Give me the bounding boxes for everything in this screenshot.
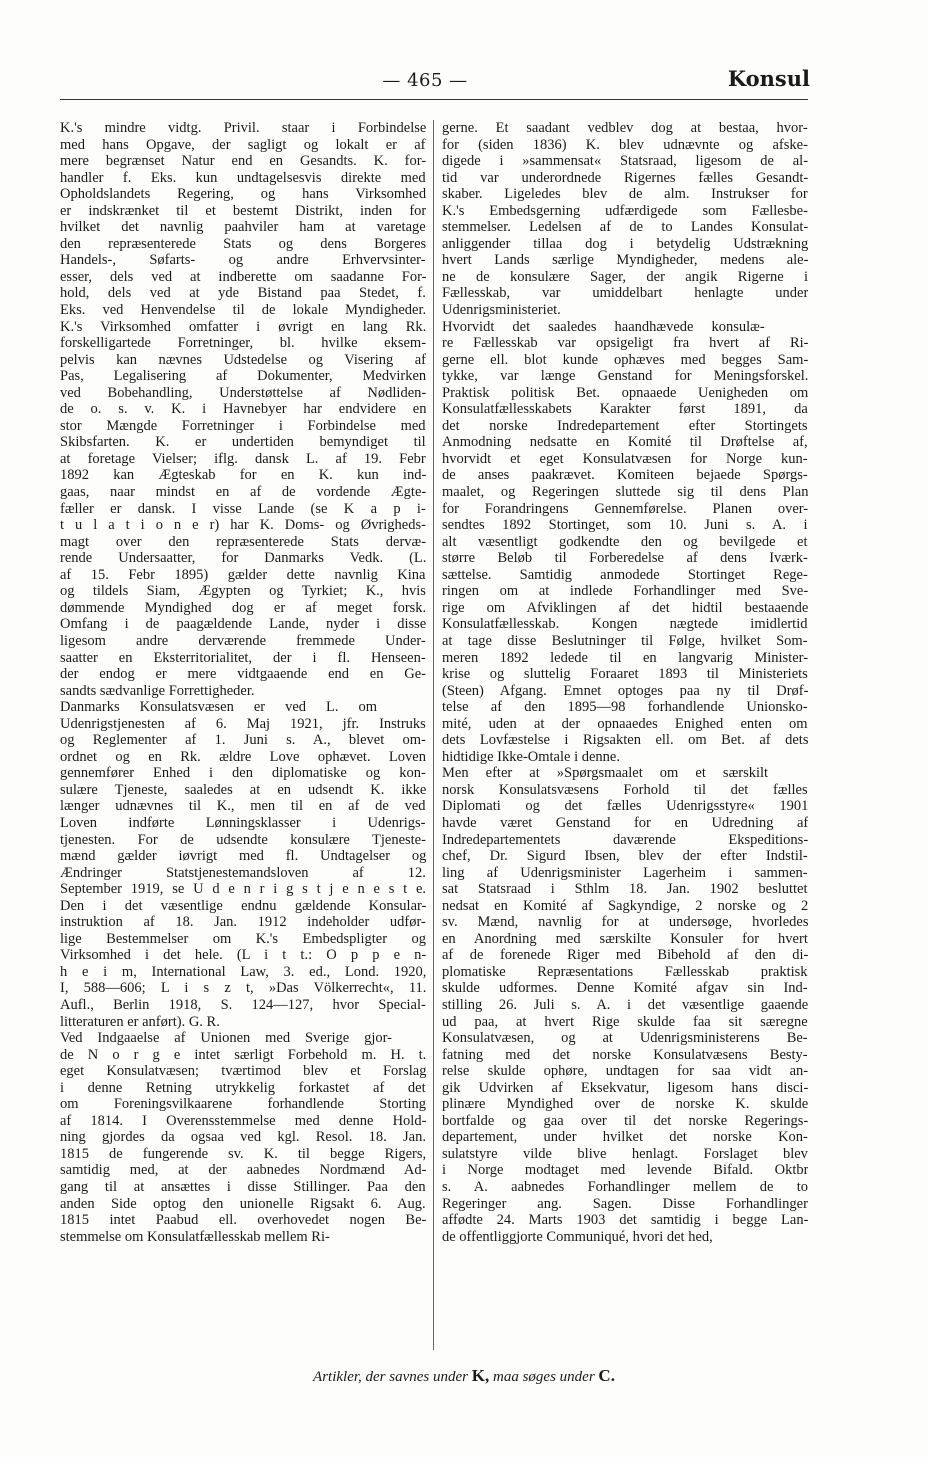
text-line: i denne Retning utrykkelig forkastet af det (60, 1079, 426, 1096)
text-line: krise og sluttelig Foraaret 1893 til Ministeriets (442, 666, 808, 683)
text-line: Fællesskab, var umiddelbart henlagte under (442, 285, 808, 302)
text-line: sv. Mænd, navnlig for at undersøge, hvorledes (442, 914, 808, 931)
text-line: de o. s. v. K. i Havnebyer har endvidere en (60, 401, 426, 418)
text-line: skaber. Ligeledes blev de alm. Instrukser for (442, 186, 808, 203)
text-line: ligesom andre derværende fremmede Under- (60, 632, 426, 649)
text-line: sandts sædvanlige Forrettigheder. (60, 682, 255, 699)
footer-letter-k: K, (471, 1366, 490, 1385)
text-line: Anmodning nedsatte en Komité til Drøftelse af, (442, 434, 808, 451)
text-line: litteraturen er anført). G. R. (60, 1013, 220, 1030)
text-line: for Forandringens Gennemførelse. Planen over- (442, 500, 808, 517)
text-line: Skibsfarten. K. er undertiden bemyndiget til (60, 434, 426, 451)
text-line: de offentliggjorte Communiqué, hvori det hed, (442, 1228, 713, 1245)
text-line: 1815 intet Paabud ell. overhovedet nogen Be- (60, 1212, 426, 1229)
text-line: instruktion af 18. Jan. 1912 indeholder udfør- (60, 914, 426, 931)
text-line: dømmende Myndighed dog er af meget forsk. (60, 599, 426, 616)
text-line: K.'s Virksomhed omfatter i øvrigt en lang Rk. (60, 318, 426, 335)
text-line: Konsulatfællesskab. Kongen nægtede imidlertid (442, 616, 808, 633)
text-line: hvilket det navnlig paahviler ham at varetage (60, 219, 426, 236)
text-line: fæller er dansk. I visse Lande (se K a p i- (60, 500, 426, 517)
text-line: en Anordning med særskilte Konsuler for hvert (442, 930, 808, 947)
text-line: at tage disse Beslutninger til Følge, hvilket Som- (442, 632, 808, 649)
text-line: gang til at ansættes i disse Stillinger. Paa den (60, 1179, 426, 1195)
text-line: stemmelse om Konsulatfællesskab mellem Ri- (60, 1228, 330, 1245)
text-line: tjenesten. For de udsendte konsulære Tjeneste- (60, 831, 426, 848)
text-line: hvert Lands særlige Myndigheder, medens ale- (442, 252, 808, 269)
text-line: gerne ell. blot kunde ophæves med begges Sam- (442, 351, 808, 368)
text-line: at foretage Vielser; iflg. dansk L. af 19. Febr (60, 450, 426, 467)
text-line: hidtidige Ikke-Omtale i denne. (442, 748, 620, 765)
text-line: Virksomhed i det hele. (L i t t.: O p p e n- (60, 947, 426, 964)
text-line: Hvorvidt det saaledes haandhævede konsulæ- (442, 318, 765, 335)
text-line: h e i m, International Law, 3. ed., Lond. 1920, (60, 963, 426, 980)
text-line: Ændringer Statstjenestemandsloven af 12. (60, 864, 426, 881)
text-line: og Reglementer af 1. Juni s. A., blevet om- (60, 732, 426, 749)
text-line: Indredepartementets daværende Ekspeditions- (442, 831, 808, 848)
text-line: hold, dels ved at yde Bistand paa Stedet, f. (60, 285, 426, 302)
text-line: dets Lovfæstelse i Rigsakten ell. om Bet. af dets (442, 732, 808, 749)
text-line: forskelligartede Forretninger, bl. hvilke eksem- (60, 335, 426, 352)
text-line: re Fællesskab var opsigeligt fra hvert af Ri- (442, 335, 808, 352)
text-line: (Steen) Afgang. Emnet optoges paa ny til Drøf- (442, 682, 808, 699)
text-line: I, 588—606; L i s z t, »Das Völkerrecht«, 11. (60, 980, 426, 997)
text-line: større Beløb til Forberedelse af dens Iværk- (442, 550, 808, 567)
text-line: samtidig med, at der aabnedes Nordmænd Ad- (60, 1162, 426, 1179)
text-line: K.'s mindre vidtg. Privil. staar i Forbindelse (60, 120, 426, 136)
text-line: havde været Genstand for en Udredning af (442, 814, 808, 831)
text-line: Konsulatvæsen, og at Udenrigsministerens Be- (442, 1030, 808, 1047)
text-line: skulde udformes. Denne Komité afgav sin Ind- (442, 980, 808, 997)
text-line: mité, uden at der opnaaedes Enighed enten om (442, 715, 808, 732)
text-line: Pas, Legalisering af Dokumenter, Medvirken (60, 368, 426, 385)
text-line: mænd gælder iøvrigt med fl. Undtagelser og (60, 848, 426, 865)
text-line: rige om Afviklingen af det hidtil bestaaende (442, 599, 808, 616)
text-line: sulatstyre vilde blive henlagt. Forslaget blev (442, 1145, 808, 1162)
text-line: 1892 kan Ægteskab for en K. kun ind- (60, 467, 426, 484)
text-line: stemmelser. Ledelsen af de to Landes Konsulat- (442, 219, 808, 236)
text-line: gennemfører Enhed i den diplomatiske og kon- (60, 765, 426, 782)
text-line: alt væsentligt godkendte den og bevilgede et (442, 533, 808, 550)
text-line: de N o r g e intet særligt Forbehold m. H. t. (60, 1046, 426, 1063)
text-line: Regeringer ang. Sagen. Disse Forhandlinger (442, 1195, 808, 1212)
text-line: bortfalde og gaa over til det norske Regerings- (442, 1112, 808, 1129)
text-line: ud paa, at hvert Rige skulde faa sit særegne (442, 1013, 808, 1030)
text-line: digede i »sammensat« Statsraad, ligesom de al- (442, 153, 808, 170)
text-line: plomatiske Repræsentations Fællesskab praktisk (442, 963, 808, 980)
text-line: anliggender tillaa dog i betydelig Udstrækning (442, 235, 808, 252)
text-line: gerne. Et saadant vedblev dog at bestaa, hvor- (442, 120, 808, 136)
text-line: 1815 de fungerende sv. K. til begge Rigers, (60, 1145, 426, 1162)
text-line: det norske Indredepartement efter Stortingets (442, 417, 808, 434)
text-line: ning gjordes da ogsaa ved kgl. Resol. 18. Jan. (60, 1129, 426, 1146)
text-line: relse skulde ophøre, undtagen for saa vidt an- (442, 1063, 808, 1080)
text-line: længer udnævnes til K., men til en af de ved (60, 798, 426, 815)
text-line: plinære Myndighed over de norske K. skulde (442, 1096, 808, 1113)
text-line: sendtes 1892 Stortinget, som 10. Juni s. A. i (442, 517, 808, 534)
text-line: den repræsenterede Stats og dens Borgeres (60, 235, 426, 252)
text-line: af de forenede Riger med Bibehold af den di- (442, 947, 808, 964)
footer-letter-c: C. (598, 1366, 615, 1385)
text-line: gik Udvirken af Eksekvatur, ligesom hans disci- (442, 1079, 808, 1096)
text-line: af 15. Febr 1895) gælder dette navnlig Kina (60, 566, 426, 583)
text-line: Aufl., Berlin 1918, S. 124—127, hvor Special- (60, 996, 426, 1013)
text-line: t u l a t i o n e r) har K. Doms- og Øvrigheds- (60, 517, 426, 534)
text-line: September 1919, se U d e n r i g s t j e n e s t e. (60, 881, 426, 898)
text-line: sulære Tjeneste, saaledes at en udsendt K. ikke (60, 781, 426, 798)
text-line: ved Bobehandling, Understøttelse af Nødliden- (60, 384, 426, 401)
running-head: Konsul (727, 66, 810, 91)
text-line: sat Statsraad i Sthlm 18. Jan. 1902 besluttet (442, 881, 808, 898)
footer-text-before: Artikler, der savnes under (313, 1369, 472, 1385)
text-line: om Foreningsvilkaarene forhandlende Storting (60, 1096, 426, 1113)
text-line: lige Bestemmelser om K.'s Embedspligter og (60, 930, 426, 947)
text-line: Diplomati og det fælles Udenrigsstyre« 1901 (442, 798, 808, 815)
text-line: er indskrænket til et bestemt Distrikt, inden for (60, 202, 426, 219)
text-line: s. A. aabnedes Forhandlinger mellem de to (442, 1179, 808, 1195)
text-line: Men efter at »Spørgsmaalet om et særskilt (442, 765, 769, 782)
text-line: for (siden 1836) K. blev udnævnte og afske- (442, 136, 808, 153)
text-line: magt over den repræsenterede Stats dervæ- (60, 533, 426, 550)
text-line: tykke, var længe Genstand for Meningsforskel. (442, 368, 808, 385)
text-line: pelvis kan nævnes Udstedelse og Visering af (60, 351, 426, 368)
text-line: mere begrænset Natur end en Gesandts. K. for- (60, 153, 426, 170)
text-line: departement, under hvilket det norske Kon- (442, 1129, 808, 1146)
text-line: esser, dels ved at indberette om saadanne For- (60, 268, 426, 285)
text-line: Opholdslandets Regering, og hans Virksomhed (60, 186, 426, 203)
header-rule (60, 99, 808, 100)
text-line: Omfang i de paagældende Lande, nyder i disse (60, 616, 426, 633)
text-line: anden Side optog den unionelle Rigsakt 6. Aug. (60, 1195, 426, 1212)
text-line: eget Konsulatvæsen; tværtimod blev et Forslag (60, 1063, 426, 1080)
text-line: fatning med det norske Konsulatvæsens Besty- (442, 1046, 808, 1063)
text-line: tid var underordnede Rigernes fælles Gesandt- (442, 169, 808, 186)
text-line: saatter en Eksterritorialitet, der i fl. Henseen- (60, 649, 426, 666)
text-line: der endog er mere vidtgaaende end en Ge- (60, 666, 426, 683)
text-line: rende Undersaatter, for Danmarks Vedk. (L. (60, 550, 426, 567)
text-line: Loven indførte Lønningsklasser i Udenrigs- (60, 814, 426, 831)
text-line: Eks. ved Henvendelse til de lokale Myndigheder. (60, 302, 426, 319)
text-line: med hans Opgave, der sagligt og lokalt er af (60, 136, 426, 153)
text-line: stor Mængde Forretninger i Forbindelse med (60, 417, 426, 434)
text-line: Danmarks Konsulatsvæsen er ved L. om (60, 699, 378, 716)
text-line: Den i det væsentlige endnu gældende Konsular- (60, 897, 426, 914)
text-line: Praktisk politisk Bet. opnaaede Uenigheden om (442, 384, 808, 401)
text-line: chef, Dr. Sigurd Ibsen, blev der efter Indstil- (442, 848, 808, 865)
page-number: — 465 — (382, 70, 468, 91)
text-line: sættelse. Samtidig anmodede Stortinget Rege- (442, 566, 808, 583)
text-line: hvorvidt et eget Konsulatvæsen for Norge kun- (442, 450, 808, 467)
footer-text-middle: maa søges under (489, 1369, 599, 1385)
text-line: ordnet og en Rk. ældre Love ophævet. Loven (60, 748, 426, 765)
text-line: gaas, naar mindst en af de vordende Ægte- (60, 484, 426, 501)
text-line: Konsulatfællesskabets Karakter først 1891, da (442, 401, 808, 418)
text-line: af 1814. I Overensstemmelse med denne Hold- (60, 1112, 426, 1129)
text-line: K.'s Embedsgerning udfærdigede som Fællesbe- (442, 202, 808, 219)
text-line: ling af Udenrigsminister Lagerheim i sammen- (442, 864, 808, 881)
text-line: norsk Konsulatsvæsens Forhold til det fælles (442, 781, 808, 798)
text-line: stilling 26. Juli s. A. i det væsentlige gaaende (442, 996, 808, 1013)
text-line: i Norge modtaget med levende Bifald. Oktbr (442, 1162, 808, 1179)
text-line: nedsat en Komité af Sagkyndige, 2 norske og 2 (442, 897, 808, 914)
text-line: telse af den 1895—98 forhandlende Unionsko- (442, 699, 808, 716)
text-line: Ved Indgaaelse af Unionen med Sverige gjor- (60, 1030, 392, 1047)
right-column (442, 120, 808, 1245)
left-column (60, 120, 426, 1245)
text-line: handler f. Eks. kun undtagelsesvis direkte med (60, 169, 426, 186)
text-line: ringen om at indlede Forhandlinger med Sve- (442, 583, 808, 600)
text-line: og tildels Siam, Ægypten og Tyrkiet; K., hvis (60, 583, 426, 600)
text-line: affødte 24. Marts 1903 det samtidig i begge Lan- (442, 1212, 808, 1229)
text-line: meren 1892 ledede til en langvarig Minister- (442, 649, 808, 666)
column-divider (433, 120, 434, 1350)
text-line: Udenrigstjenesten af 6. Maj 1921, jfr. Instruks (60, 715, 426, 732)
text-line: Handels-, Søfarts- og andre Erhvervsinter- (60, 252, 426, 269)
text-line: ne de konsulære Sager, der angik Rigerne i (442, 268, 808, 285)
text-line: maalet, og Regeringen sluttede sig til dens Plan (442, 484, 808, 501)
text-line: Udenrigsministeriet. (442, 302, 561, 319)
text-line: de anses paakrævet. Komiteen bejaede Spørgs- (442, 467, 808, 484)
footer-note (0, 1366, 928, 1386)
